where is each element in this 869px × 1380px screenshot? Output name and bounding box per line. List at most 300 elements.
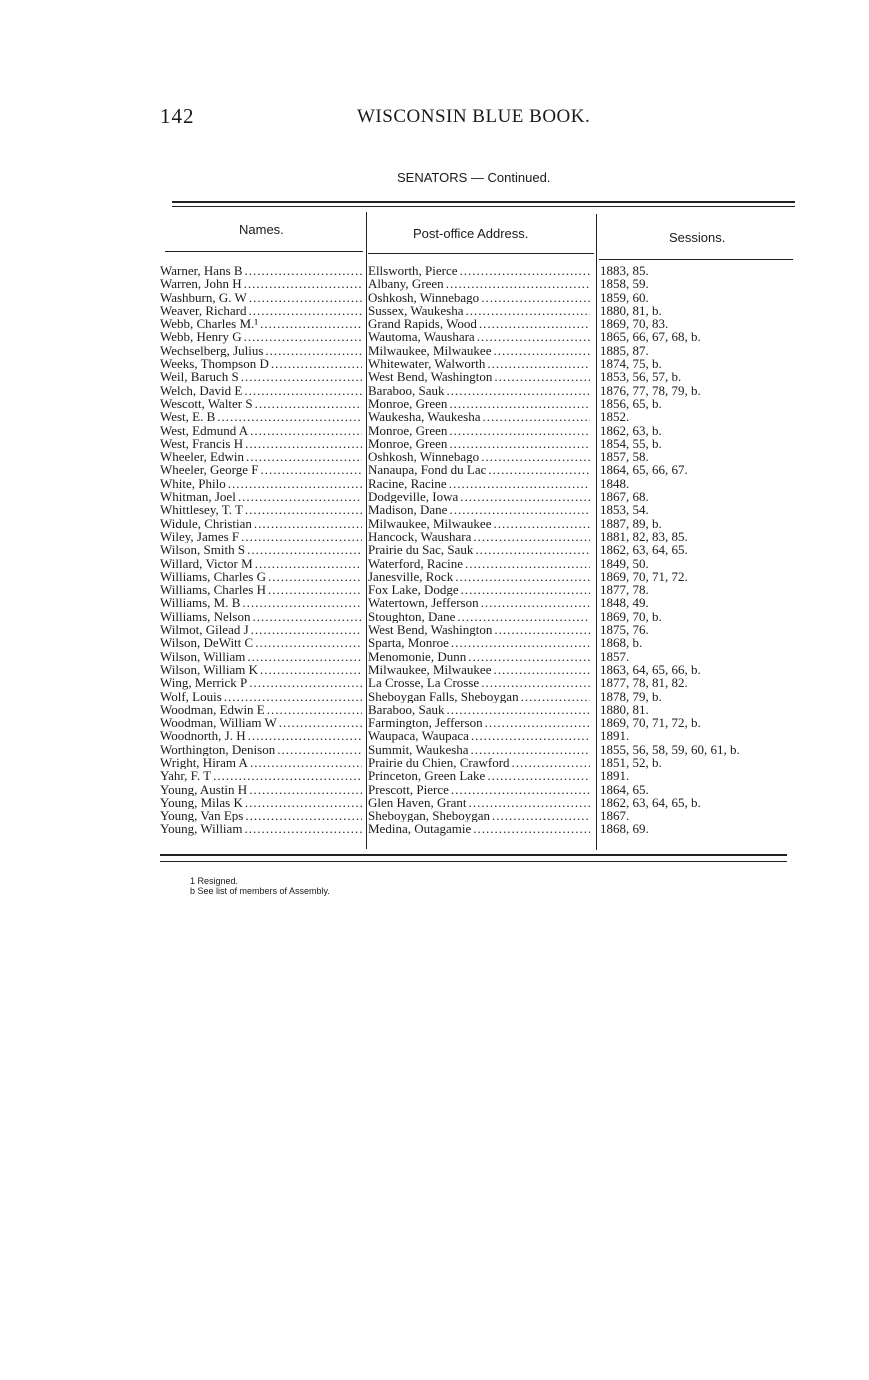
post-office-address-text: Prairie du Chien, Crawford — [368, 755, 510, 770]
dot-leader — [254, 517, 362, 530]
senator-name-cell — [160, 596, 362, 609]
dot-leader — [487, 357, 590, 370]
dot-leader — [217, 410, 362, 423]
senator-name-cell — [160, 716, 362, 729]
post-office-address-text: Waterford, Racine — [368, 556, 463, 570]
post-office-address-cell — [368, 517, 590, 530]
sessions-text: 1867. — [600, 809, 630, 823]
dot-leader — [249, 291, 362, 304]
senator-name-text: Wilson, William K — [160, 662, 259, 677]
post-office-address-text: Stoughton, Dane — [368, 609, 456, 624]
dot-leader — [449, 424, 590, 437]
senator-name-text: Whitman, Joel — [160, 490, 236, 504]
sessions-text: 1880, 81. — [600, 702, 649, 717]
post-office-address-text: Oshkosh, Winnebago — [368, 290, 480, 304]
sessions-cell — [600, 490, 790, 503]
sessions-cell — [600, 729, 790, 742]
senator-name-text: Wolf, Louis — [160, 689, 222, 703]
senator-name-text: Woodman, William W — [160, 716, 277, 730]
post-office-address-cell — [368, 650, 590, 663]
dot-leader — [488, 463, 590, 476]
senator-name-text: White, Philo — [160, 476, 226, 491]
senator-name-cell — [160, 676, 362, 689]
post-office-address-cell — [368, 503, 590, 516]
senator-name-cell — [160, 570, 362, 583]
dot-leader — [449, 437, 590, 450]
dot-leader — [244, 822, 362, 835]
sessions-text: 1887, 89, b. — [600, 516, 662, 530]
dot-leader — [249, 304, 363, 317]
sessions-cell — [600, 663, 790, 676]
senator-name-text: Wechselberg, Julius — [160, 343, 264, 358]
senator-name-text: Wheeler, Edwin — [160, 450, 244, 464]
senator-name-text: Weil, Baruch S — [160, 370, 239, 384]
post-office-address-cell — [368, 663, 590, 676]
post-office-address-cell — [368, 690, 590, 703]
sessions-text: 1891. — [600, 729, 630, 743]
running-title: WISCONSIN BLUE BOOK. — [357, 106, 591, 127]
post-office-address-text: Prescott, Pierce — [368, 782, 449, 796]
senator-name-text: Wilson, DeWitt C — [160, 636, 254, 650]
dot-leader — [485, 716, 590, 729]
dot-leader — [245, 264, 362, 277]
post-office-address-text: Racine, Racine — [368, 476, 447, 491]
dot-leader — [475, 543, 590, 556]
post-office-address-text: Waukesha, Waukesha — [368, 410, 481, 424]
post-office-address-cell — [368, 729, 590, 742]
sessions-cell — [600, 636, 790, 649]
dot-leader — [473, 822, 590, 835]
sessions-text: 1880, 81, b. — [600, 303, 662, 318]
dot-leader — [469, 796, 590, 809]
sessions-text: 1876, 77, 78, 79, b. — [600, 383, 701, 397]
dot-leader — [455, 570, 590, 583]
sessions-cell — [600, 304, 790, 317]
dot-leader — [481, 676, 590, 689]
senator-name-cell — [160, 663, 362, 676]
post-office-address-cell — [368, 450, 590, 463]
senator-name-cell — [160, 264, 362, 277]
names-column — [160, 264, 362, 836]
dot-leader — [482, 410, 590, 423]
senator-name-cell — [160, 344, 362, 357]
dot-leader — [244, 384, 362, 397]
dot-leader — [468, 650, 590, 663]
sessions-text: 1862, 63, b. — [600, 423, 662, 437]
dot-leader — [471, 729, 590, 742]
sessions-cell — [600, 437, 790, 450]
dot-leader — [268, 583, 362, 596]
sessions-cell — [600, 370, 790, 383]
sessions-text: 1851, 52, b. — [600, 755, 662, 770]
senator-name-cell — [160, 690, 362, 703]
sessions-cell — [600, 264, 790, 277]
sessions-cell — [600, 716, 790, 729]
post-office-address-text: Monroe, Green — [368, 436, 448, 451]
senator-name-text: Weeks, Thompson D — [160, 357, 269, 371]
sessions-text: 1853, 54. — [600, 503, 649, 517]
post-office-address-cell — [368, 370, 590, 383]
senator-name-cell — [160, 477, 362, 490]
senator-name-cell — [160, 809, 362, 822]
post-office-address-cell — [368, 264, 590, 277]
sessions-cell — [600, 583, 790, 596]
dot-leader — [244, 277, 362, 290]
post-office-address-text: Nanaupa, Fond du Lac — [368, 463, 487, 477]
sessions-cell — [600, 344, 790, 357]
sessions-text: 1874, 75, b. — [600, 357, 662, 371]
post-office-address-text: West Bend, Washington — [368, 370, 493, 384]
senator-name-cell — [160, 557, 362, 570]
table-bottom-rule-thin — [160, 861, 787, 862]
sessions-text: 1864, 65, 66, 67. — [600, 463, 688, 477]
senator-name-text: Washburn, G. W — [160, 290, 247, 304]
dot-leader — [242, 596, 362, 609]
dot-leader — [260, 663, 362, 676]
senator-name-cell — [160, 370, 362, 383]
header-rule-address — [368, 253, 594, 254]
sessions-cell — [600, 650, 790, 663]
senator-name-cell — [160, 623, 362, 636]
senator-name-cell — [160, 530, 362, 543]
table-top-rule — [172, 201, 795, 203]
dot-leader — [246, 450, 362, 463]
footnote-resigned: 1 Resigned. — [190, 876, 239, 886]
sessions-cell — [600, 397, 790, 410]
dot-leader — [250, 424, 362, 437]
post-office-address-text: Sheboygan, Sheboygan — [368, 809, 491, 823]
post-office-address-text: Hancock, Waushara — [368, 529, 472, 544]
dot-leader — [228, 477, 362, 490]
dot-leader — [260, 317, 362, 330]
sessions-text: 1862, 63, 64, 65, b. — [600, 795, 701, 810]
post-office-address-text: Janesville, Rock — [368, 569, 454, 584]
senator-name-cell — [160, 796, 362, 809]
post-office-address-cell — [368, 397, 590, 410]
post-office-address-text: Waupaca, Waupaca — [368, 729, 469, 743]
dot-leader — [268, 570, 362, 583]
dot-leader — [255, 557, 362, 570]
senator-name-cell — [160, 384, 362, 397]
senator-name-text: West, Francis H — [160, 436, 244, 451]
sessions-cell — [600, 743, 790, 756]
senator-name-text: Wiley, James F — [160, 529, 240, 544]
column-divider — [366, 212, 367, 849]
post-office-address-text: Glen Haven, Grant — [368, 795, 467, 810]
dot-leader — [446, 277, 590, 290]
table-top-rule-thin — [172, 206, 795, 207]
post-office-address-cell — [368, 676, 590, 689]
dot-leader — [277, 743, 362, 756]
dot-leader — [473, 530, 590, 543]
sessions-text: 1856, 65, b. — [600, 396, 662, 411]
dot-leader — [245, 796, 362, 809]
dot-leader — [494, 370, 590, 383]
senator-name-cell — [160, 783, 362, 796]
post-office-address-text: Fox Lake, Dodge — [368, 583, 459, 597]
post-office-address-cell — [368, 384, 590, 397]
post-office-address-text: Medina, Outagamie — [368, 822, 472, 836]
dot-leader — [244, 330, 362, 343]
senator-name-text: Williams, M. B — [160, 596, 241, 610]
sessions-cell — [600, 703, 790, 716]
post-office-address-cell — [368, 277, 590, 290]
senator-name-cell — [160, 277, 362, 290]
post-office-address-cell — [368, 490, 590, 503]
dot-leader — [249, 783, 362, 796]
post-office-address-cell — [368, 756, 590, 769]
sessions-cell — [600, 610, 790, 623]
address-column — [368, 264, 590, 836]
dot-leader — [487, 769, 590, 782]
post-office-address-cell — [368, 570, 590, 583]
dot-leader — [247, 543, 362, 556]
sessions-text: 1869, 70, 71, 72, b. — [600, 716, 701, 730]
footnote-assembly: b See list of members of Assembly. — [190, 886, 330, 896]
post-office-address-cell — [368, 636, 590, 649]
sessions-text: 1883, 85. — [600, 264, 649, 278]
sessions-text: 1858, 59. — [600, 277, 649, 291]
post-office-address-cell — [368, 583, 590, 596]
post-office-address-cell — [368, 424, 590, 437]
sessions-text: 1863, 64, 65, 66, b. — [600, 662, 701, 677]
dot-leader — [477, 330, 590, 343]
senator-name-cell — [160, 490, 362, 503]
sessions-cell — [600, 530, 790, 543]
senator-name-cell — [160, 291, 362, 304]
section-title: SENATORS — Continued. — [397, 170, 551, 185]
sessions-text: 1849, 50. — [600, 556, 649, 570]
senator-name-text: Williams, Nelson — [160, 609, 251, 624]
dot-leader — [481, 596, 590, 609]
dot-leader — [449, 477, 590, 490]
dot-leader — [521, 690, 590, 703]
senator-name-text: Woodnorth, J. H — [160, 729, 246, 743]
post-office-address-cell — [368, 557, 590, 570]
dot-leader — [493, 344, 590, 357]
dot-leader — [247, 650, 362, 663]
sessions-text: 1877, 78, 81, 82. — [600, 676, 688, 690]
sessions-text: 1864, 65. — [600, 782, 649, 796]
post-office-address-text: Madison, Dane — [368, 503, 448, 517]
column-header-address: Post-office Address. — [413, 226, 529, 241]
post-office-address-text: Menomonie, Dunn — [368, 649, 467, 663]
sessions-text: 1853, 56, 57, b. — [600, 370, 682, 384]
post-office-address-text: Grand Rapids, Wood — [368, 317, 477, 331]
senator-name-text: Wilson, Smith S — [160, 543, 246, 557]
dot-leader — [481, 291, 590, 304]
senator-name-text: Young, Milas K — [160, 795, 243, 810]
post-office-address-cell — [368, 463, 590, 476]
dot-leader — [251, 623, 362, 636]
post-office-address-text: Wautoma, Waushara — [368, 330, 475, 344]
senator-name-text: Williams, Charles H — [160, 583, 266, 597]
sessions-cell — [600, 769, 790, 782]
sessions-text: 1868, 69. — [600, 822, 649, 836]
senator-name-text: Willard, Victor M — [160, 556, 253, 570]
dot-leader — [261, 463, 362, 476]
post-office-address-text: Whitewater, Walworth — [368, 357, 486, 371]
post-office-address-cell — [368, 317, 590, 330]
sessions-text: 1848, 49. — [600, 596, 649, 610]
dot-leader — [245, 437, 362, 450]
post-office-address-cell — [368, 543, 590, 556]
sessions-text: 1878, 79, b. — [600, 689, 662, 703]
senator-name-cell — [160, 503, 362, 516]
senator-name-cell — [160, 756, 362, 769]
dot-leader — [245, 503, 362, 516]
dot-leader — [493, 663, 590, 676]
post-office-address-text: Sparta, Monroe — [368, 636, 449, 650]
dot-leader — [451, 783, 590, 796]
post-office-address-cell — [368, 596, 590, 609]
sessions-text: 1865, 66, 67, 68, b. — [600, 330, 701, 344]
senator-name-cell — [160, 703, 362, 716]
sessions-cell — [600, 503, 790, 516]
senator-name-text: Young, Van Eps — [160, 809, 244, 823]
post-office-address-text: Farmington, Jefferson — [368, 716, 483, 730]
senator-name-text: Webb, Charles M.¹ — [160, 317, 259, 331]
sessions-text: 1877, 78. — [600, 583, 649, 597]
post-office-address-cell — [368, 477, 590, 490]
post-office-address-cell — [368, 530, 590, 543]
senator-name-text: Weaver, Richard — [160, 303, 247, 318]
senator-name-cell — [160, 304, 362, 317]
sessions-text: 1867, 68. — [600, 490, 649, 504]
post-office-address-text: Monroe, Green — [368, 423, 448, 437]
sessions-cell — [600, 410, 790, 423]
sessions-cell — [600, 623, 790, 636]
sessions-text: 1854, 55, b. — [600, 436, 662, 451]
sessions-cell — [600, 517, 790, 530]
dot-leader — [460, 264, 590, 277]
senator-name-text: Warren, John H — [160, 277, 242, 291]
senator-name-text: Young, Austin H — [160, 782, 248, 796]
dot-leader — [255, 636, 362, 649]
post-office-address-cell — [368, 291, 590, 304]
senator-name-cell — [160, 317, 362, 330]
senator-name-cell — [160, 330, 362, 343]
sessions-cell — [600, 690, 790, 703]
table-bottom-rule — [160, 854, 787, 856]
post-office-address-cell — [368, 344, 590, 357]
post-office-address-cell — [368, 783, 590, 796]
senator-name-cell — [160, 517, 362, 530]
senator-name-cell — [160, 543, 362, 556]
dot-leader — [471, 743, 590, 756]
post-office-address-text: Milwaukee, Milwaukee — [368, 343, 492, 358]
sessions-cell — [600, 450, 790, 463]
post-office-address-cell — [368, 716, 590, 729]
post-office-address-cell — [368, 743, 590, 756]
dot-leader — [492, 809, 590, 822]
senator-name-text: Wing, Merrick P — [160, 676, 248, 690]
dot-leader — [255, 397, 362, 410]
dot-leader — [449, 397, 590, 410]
senator-name-cell — [160, 583, 362, 596]
post-office-address-text: Prairie du Sac, Sauk — [368, 543, 474, 557]
senator-name-text: Yahr, F. T — [160, 769, 212, 783]
dot-leader — [241, 530, 362, 543]
sessions-text: 1855, 56, 58, 59, 60, 61, b. — [600, 742, 740, 756]
sessions-cell — [600, 330, 790, 343]
sessions-text: 1852. — [600, 410, 630, 424]
senator-name-text: Warner, Hans B — [160, 264, 243, 278]
column-divider — [596, 214, 597, 850]
dot-leader — [479, 317, 590, 330]
senator-name-cell — [160, 424, 362, 437]
senator-name-cell — [160, 450, 362, 463]
senator-name-text: Williams, Charles G — [160, 569, 266, 584]
sessions-text: 1869, 70, 71, 72. — [600, 569, 688, 584]
post-office-address-text: Milwaukee, Milwaukee — [368, 516, 492, 530]
dot-leader — [494, 623, 590, 636]
header-rule-sessions — [599, 259, 793, 260]
post-office-address-cell — [368, 703, 590, 716]
post-office-address-text: Monroe, Green — [368, 396, 448, 411]
dot-leader — [250, 756, 362, 769]
dot-leader — [279, 716, 362, 729]
post-office-address-cell — [368, 822, 590, 835]
dot-leader — [224, 690, 362, 703]
dot-leader — [265, 344, 362, 357]
post-office-address-text: Baraboo, Sauk — [368, 702, 445, 717]
sessions-cell — [600, 277, 790, 290]
sessions-cell — [600, 317, 790, 330]
senator-name-cell — [160, 822, 362, 835]
post-office-address-text: Sussex, Waukesha — [368, 303, 464, 318]
header-rule-names — [165, 251, 363, 252]
dot-leader — [512, 756, 590, 769]
sessions-cell — [600, 809, 790, 822]
senator-name-text: Young, William — [160, 822, 243, 836]
dot-leader — [451, 636, 590, 649]
sessions-text: 1859, 60. — [600, 290, 649, 304]
post-office-address-text: Ellsworth, Pierce — [368, 264, 458, 278]
dot-leader — [457, 610, 590, 623]
page-number: 142 — [160, 104, 195, 128]
dot-leader — [481, 450, 590, 463]
sessions-text: 1857. — [600, 649, 630, 663]
senator-name-cell — [160, 743, 362, 756]
dot-leader — [461, 583, 590, 596]
senator-name-text: Wescott, Walter S — [160, 396, 253, 411]
dot-leader — [248, 729, 362, 742]
post-office-address-text: Milwaukee, Milwaukee — [368, 662, 492, 677]
sessions-cell — [600, 291, 790, 304]
sessions-cell — [600, 756, 790, 769]
senator-name-text: Widule, Christian — [160, 516, 252, 530]
post-office-address-text: Sheboygan Falls, Sheboygan — [368, 689, 519, 703]
senator-name-text: Worthington, Denison — [160, 742, 276, 756]
sessions-text: 1881, 82, 83, 85. — [600, 529, 688, 544]
senator-name-text: Wheeler, George F — [160, 463, 259, 477]
post-office-address-cell — [368, 357, 590, 370]
senator-name-text: Whittlesey, T. T — [160, 503, 243, 517]
post-office-address-cell — [368, 610, 590, 623]
senator-name-text: Wilmot, Gilead J — [160, 623, 249, 637]
sessions-cell — [600, 424, 790, 437]
sessions-cell — [600, 596, 790, 609]
senator-name-text: Webb, Henry G — [160, 330, 242, 344]
senator-name-cell — [160, 769, 362, 782]
sessions-cell — [600, 357, 790, 370]
post-office-address-cell — [368, 769, 590, 782]
sessions-column — [600, 264, 790, 836]
post-office-address-cell — [368, 304, 590, 317]
senator-name-cell — [160, 410, 362, 423]
post-office-address-text: Albany, Green — [368, 277, 444, 291]
